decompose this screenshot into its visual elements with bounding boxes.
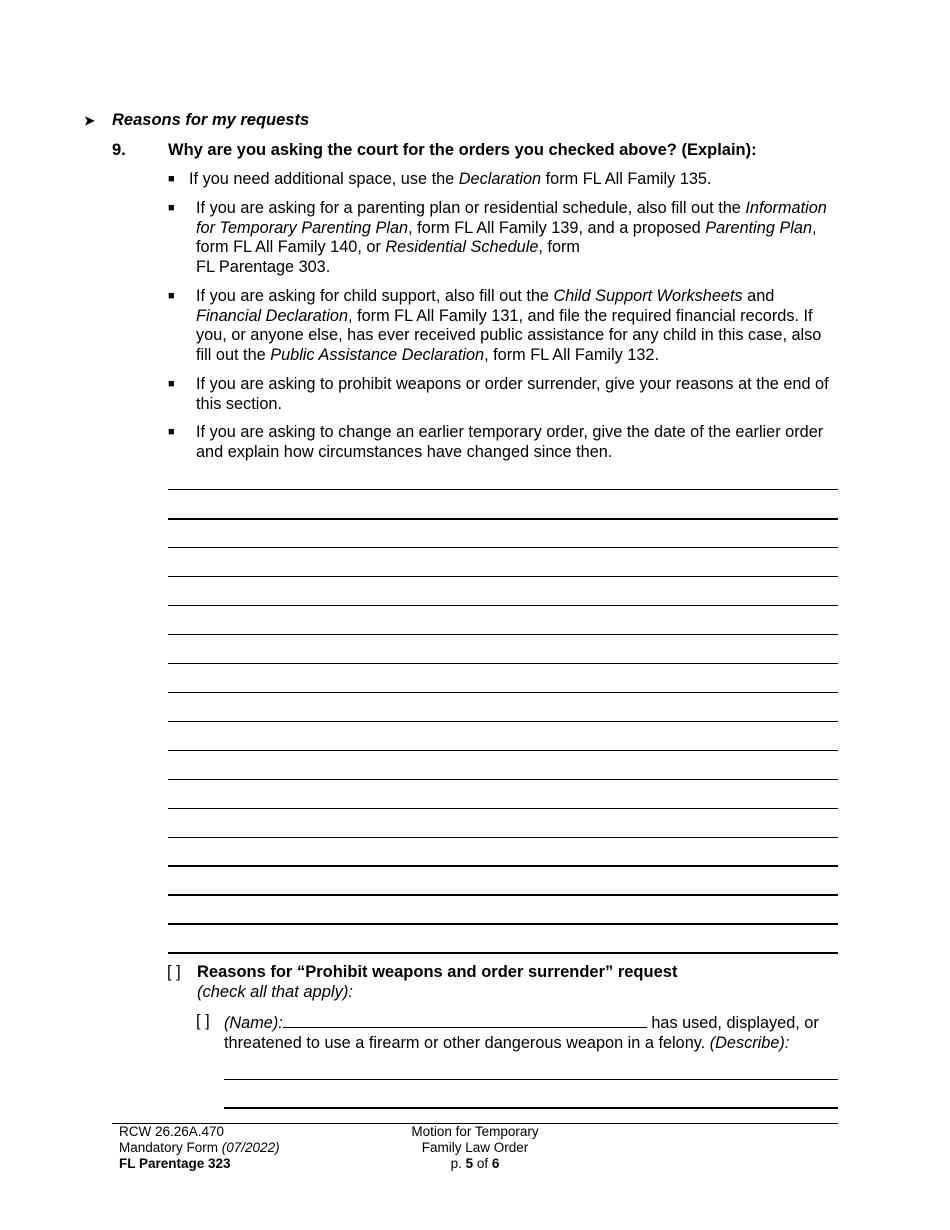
name-label: (Name): <box>224 1014 283 1032</box>
arrow-bullet-icon: ➤ <box>84 113 95 128</box>
instruction-bullet-4: ■ If you are asking to prohibit weapons or order surrender, give your reasons at the end of this section. <box>168 375 829 413</box>
writing-line[interactable] <box>168 952 838 954</box>
writing-line[interactable] <box>168 634 838 635</box>
writing-line[interactable] <box>168 576 838 577</box>
footer-form-title <box>380 1124 570 1172</box>
writing-line[interactable] <box>168 808 838 809</box>
square-bullet-icon: ■ <box>168 378 175 390</box>
instruction-bullet-5: ■ If you are asking to change an earlier temporary order, give the date of the earlier order and explain how circumstances have changed since then. <box>168 423 824 461</box>
writing-line[interactable] <box>168 779 838 780</box>
weapons-reasons-title: Reasons for “Prohibit weapons and order surrender” request <box>197 963 678 981</box>
square-bullet-icon: ■ <box>168 173 175 185</box>
writing-line[interactable] <box>168 489 838 490</box>
name-field[interactable] <box>283 1012 647 1028</box>
footer-title-line-1: Motion for Temporary <box>411 1124 539 1139</box>
writing-line[interactable] <box>168 663 838 664</box>
square-bullet-icon: ■ <box>168 426 175 438</box>
writing-line[interactable] <box>168 692 838 693</box>
instruction-bullet-1: ■ If you need additional space, use the Declaration form FL All Family 135. <box>168 170 712 188</box>
footer-form-id: FL Parentage 323 <box>119 1156 231 1171</box>
footer-title-line-2: Family Law Order <box>421 1140 529 1155</box>
footer-form-info <box>119 1124 280 1172</box>
weapons-reasons-checkbox[interactable]: [ ] <box>167 963 181 981</box>
footer-page-number: p. 5 of 6 <box>450 1156 500 1171</box>
footer-mandatory: Mandatory Form (07/2022) <box>119 1140 280 1155</box>
writing-line[interactable] <box>168 721 838 722</box>
square-bullet-icon: ■ <box>168 290 175 302</box>
square-bullet-icon: ■ <box>168 202 175 214</box>
instruction-bullet-3: ■ If you are asking for child support, also fill out the Child Support Worksheets and Financial Declaration, form FL All Family 131, and file the required financial records. If you, or anyone else, has ever received public assistance for any child in this case, also fill out the Public Assistance Declaration, form FL All Family 132. <box>168 287 822 364</box>
writing-line[interactable] <box>168 894 838 896</box>
writing-line[interactable] <box>168 750 838 751</box>
writing-line[interactable] <box>168 547 838 548</box>
felony-weapon-statement: (Name): has used, displayed, or threatened to use a firearm or other dangerous weapon in a felony. (Describe): <box>224 1014 819 1052</box>
section-heading <box>84 111 309 130</box>
describe-writing-line[interactable] <box>224 1079 838 1080</box>
writing-line[interactable] <box>168 865 838 867</box>
describe-label: (Describe): <box>709 1033 790 1052</box>
felony-weapon-checkbox[interactable]: [ ] <box>196 1012 210 1030</box>
describe-writing-line[interactable] <box>224 1107 838 1109</box>
section-title: Reasons for my requests <box>112 111 310 129</box>
writing-line[interactable] <box>168 605 838 606</box>
question-text: Why are you asking the court for the orders you checked above? (Explain): <box>168 141 757 159</box>
instruction-bullet-2: ■ If you are asking for a parenting plan or residential schedule, also fill out the Information for Temporary Parenting Plan, form FL All Family 139, and a proposed Parenting Plan, form FL All Family 140, or Residential Schedule, form FL Parentage 303. <box>168 199 827 276</box>
question-number: 9. <box>112 141 126 159</box>
weapons-reasons-subtitle: (check all that apply): <box>197 983 353 1001</box>
writing-line[interactable] <box>168 518 838 520</box>
writing-line[interactable] <box>168 923 838 925</box>
writing-line[interactable] <box>168 837 838 838</box>
footer-rcw: RCW 26.26A.470 <box>119 1124 225 1139</box>
